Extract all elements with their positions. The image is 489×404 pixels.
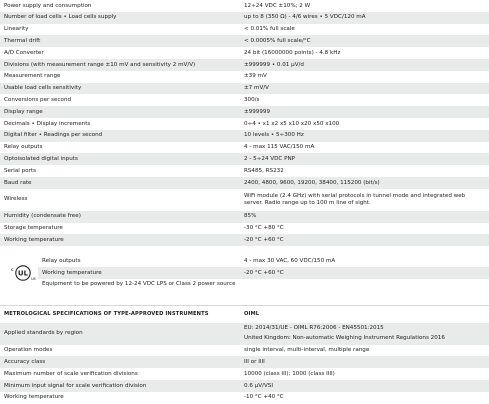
section-header-row — [0, 306, 489, 323]
spec-row — [0, 177, 489, 189]
spec-label: Relay outputs — [0, 142, 240, 154]
spec-row — [0, 142, 489, 154]
spec-value: RS485, RS232 — [240, 165, 489, 177]
spec-label: Measurement range — [0, 71, 240, 83]
spec-value: -30 °C +80 °C — [240, 223, 489, 235]
spec-label: Number of load cells • Load cells supply — [0, 12, 240, 24]
spec-label: Linearity — [0, 24, 240, 36]
spec-value: WiFi module (2.4 GHz) with serial protocols in tunnel mode and integrated web server. Radio range up to 100 m line of sight. — [240, 189, 489, 211]
spec-row — [0, 356, 489, 368]
spec-row — [0, 267, 489, 279]
spec-row — [0, 130, 489, 142]
spec-row — [0, 118, 489, 130]
ul-listed-logo-icon — [10, 265, 36, 281]
spec-label: Digital filter • Readings per second — [0, 130, 240, 142]
spec-value: 10000 (class III); 1000 (class IIII) — [240, 368, 489, 380]
spec-row — [0, 255, 489, 267]
spec-value: ±7 mV/V — [240, 83, 489, 95]
spec-value: -20 °C +60 °C — [240, 267, 489, 279]
spec-value: 300/s — [240, 94, 489, 106]
spec-value: up to 8 (350 Ω) - 4/6 wires • 5 VDC/120 mA — [240, 12, 489, 24]
spec-label: A/D Converter — [0, 47, 240, 59]
spec-label: Minimum input signal for scale verification division — [0, 380, 240, 392]
spec-row — [0, 59, 489, 71]
spec-value-line: EU: 2014/31/UE - OIML R76:2006 - EN45501:2015 — [244, 325, 384, 332]
ul-note-row — [0, 279, 489, 291]
spec-row — [0, 0, 489, 12]
spec-value: single interval, multi-interval, multiple range — [240, 345, 489, 357]
spec-value: < 0.01% full scale — [240, 24, 489, 36]
ul-specs-table — [0, 255, 489, 290]
spec-value: 12÷24 VDC ±10%; 2 W — [240, 0, 489, 12]
spec-value: III or IIII — [240, 356, 489, 368]
spec-label: Wireless — [0, 189, 240, 211]
spec-label: Power supply and consumption — [0, 0, 240, 12]
spec-value: 0.6 µV/VSI — [240, 380, 489, 392]
spec-label: Operation modes — [0, 345, 240, 357]
svg-text:us: us — [31, 276, 36, 282]
spec-row — [0, 368, 489, 380]
spec-label: Conversions per second — [0, 94, 240, 106]
spec-row — [0, 211, 489, 223]
spec-row — [0, 189, 489, 211]
ul-note: Equipment to be powered by 12-24 VDC LPS or Class 2 power source — [38, 279, 489, 291]
spec-row — [0, 165, 489, 177]
spec-value — [240, 323, 489, 345]
spec-row — [0, 83, 489, 95]
spec-value: ±999999 • 0.01 µV/d — [240, 59, 489, 71]
spec-row — [0, 380, 489, 392]
spec-label: Serial ports — [0, 165, 240, 177]
spec-row — [0, 94, 489, 106]
spec-value: ±39 mV — [240, 71, 489, 83]
spec-value: 4 - max 30 VAC, 60 VDC/150 mA — [240, 255, 489, 267]
spec-value: ±999999 — [240, 106, 489, 118]
spec-label: Usable load cells sensitivity — [0, 83, 240, 95]
spec-value: 24 bit (16000000 points) - 4.8 kHz — [240, 47, 489, 59]
section-title: METROLOGICAL SPECIFICATIONS OF TYPE-APPROVED INSTRUMENTS — [0, 306, 240, 323]
spec-row — [0, 223, 489, 235]
spec-value: -20 °C +60 °C — [240, 234, 489, 246]
spec-label: Working temperature — [0, 234, 240, 246]
spec-row — [0, 35, 489, 47]
spec-label: Storage temperature — [0, 223, 240, 235]
spec-label: Maximum number of scale verification divisions — [0, 368, 240, 380]
spec-label: Baud rate — [0, 177, 240, 189]
spec-value: -10 °C +40 °C — [240, 392, 489, 404]
metrological-specs-table — [0, 306, 489, 404]
spec-label: Accuracy class — [0, 356, 240, 368]
spec-row — [0, 153, 489, 165]
spec-value: < 0.0005% full scale/°C — [240, 35, 489, 47]
spec-label: Optoisolated digital inputs — [0, 153, 240, 165]
spec-row — [0, 71, 489, 83]
spec-label: Working temperature — [0, 392, 240, 404]
spec-value: 10 levels • 5÷300 Hz — [240, 130, 489, 142]
spec-label: Relay outputs — [38, 255, 240, 267]
svg-text:c: c — [10, 268, 14, 274]
spec-label: Display range — [0, 106, 240, 118]
spec-row — [0, 345, 489, 357]
spec-label: Applied standards by region — [0, 323, 240, 345]
spec-row — [0, 47, 489, 59]
spec-value-line: United Kingdom: Non-automatic Weighing Instrument Regulations 2016 — [244, 335, 445, 342]
spec-label: Decimals • Display increments — [0, 118, 240, 130]
svg-text:UL: UL — [17, 269, 29, 278]
spec-row — [0, 24, 489, 36]
spec-label: Working temperature — [38, 267, 240, 279]
section-standard: OIML — [240, 306, 489, 323]
spec-row — [0, 12, 489, 24]
spec-label: Humidity (condensate free) — [0, 211, 240, 223]
spec-value: 85% — [240, 211, 489, 223]
spec-label: Thermal drift — [0, 35, 240, 47]
spec-row — [0, 392, 489, 404]
spec-row — [0, 323, 489, 345]
ul-certification-section — [0, 255, 489, 290]
spec-value: 4 - max 115 VAC/150 mA — [240, 142, 489, 154]
spec-row — [0, 106, 489, 118]
spec-value: 2 - 5÷24 VDC PNP — [240, 153, 489, 165]
spec-value: 0÷4 • x1 x2 x5 x10 x20 x50 x100 — [240, 118, 489, 130]
spec-value: 2400, 4800, 9600, 19200, 38400, 115200 (bit/s) — [240, 177, 489, 189]
spec-row — [0, 234, 489, 246]
spec-label: Divisions (with measurement range ±10 mV and sensitivity 2 mV/V) — [0, 59, 240, 71]
